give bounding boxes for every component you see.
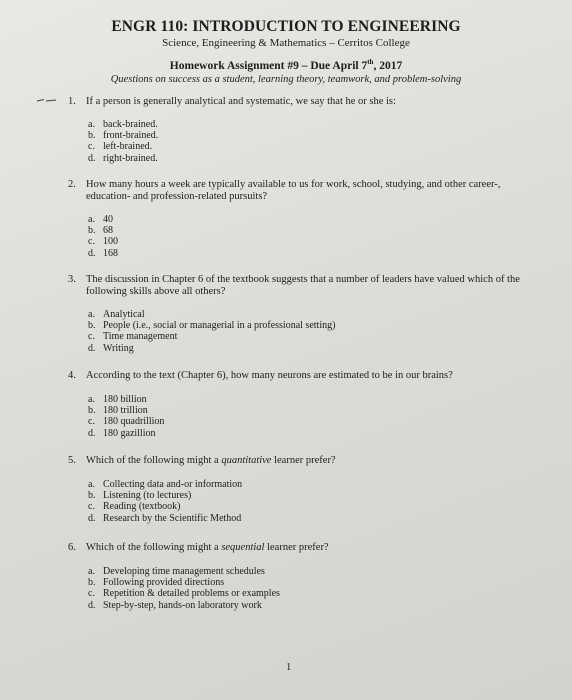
option-d	[88, 248, 118, 259]
question-5-options	[88, 479, 242, 524]
option-letter: a.	[88, 394, 95, 405]
option-b	[88, 225, 118, 236]
option-letter: b.	[88, 490, 96, 502]
question-number: 1.	[68, 96, 76, 107]
question-number: 2.	[68, 179, 76, 190]
option-letter: c.	[88, 141, 95, 153]
option-d	[88, 428, 164, 439]
question-text-end: learner prefer?	[264, 542, 329, 553]
question-text-end: learner prefer?	[271, 455, 336, 466]
option-c	[88, 141, 158, 152]
option-a	[88, 566, 280, 577]
option-letter: a.	[88, 479, 95, 490]
question-3	[68, 274, 538, 298]
option-letter: d.	[88, 152, 96, 164]
option-text: left-brained.	[103, 141, 153, 153]
question-number: 6.	[68, 542, 76, 553]
question-5	[68, 455, 538, 467]
option-letter: d.	[88, 247, 96, 259]
option-letter: a.	[88, 119, 95, 130]
assignment-topics: Questions on success as a student, learning theory, teamwork, and problem-solving	[110, 74, 462, 85]
question-text	[86, 455, 538, 467]
question-text-start: Which of the following might a	[86, 455, 222, 466]
option-text: front-brained.	[103, 130, 159, 142]
question-text-start: Which of the following might a	[86, 542, 222, 553]
question-2-options	[88, 214, 118, 259]
question-text-emphasis: sequential	[221, 542, 265, 553]
option-letter: a.	[88, 214, 95, 225]
option-a	[88, 309, 335, 320]
question-text	[86, 542, 538, 554]
option-letter: d.	[88, 512, 96, 524]
question-text: The discussion in Chapter 6 of the textbook suggests that a number of leaders have valued which of the following skills above all others?	[86, 274, 520, 297]
question-3-options	[88, 309, 335, 354]
option-letter: a.	[88, 566, 95, 577]
option-letter: c.	[88, 236, 95, 248]
option-letter: d.	[88, 342, 96, 354]
course-subtitle: Science, Engineering & Mathematics – Cerritos College	[162, 37, 410, 49]
question-number: 4.	[68, 370, 76, 381]
option-letter: c.	[88, 331, 95, 343]
option-c	[88, 236, 118, 247]
option-text: People (i.e., social or managerial in a professional setting)	[103, 320, 336, 332]
option-c	[88, 501, 242, 512]
homework-heading-sup: th	[367, 58, 374, 67]
option-d	[88, 153, 158, 164]
question-1	[68, 96, 538, 108]
option-text: 180 quadrillion	[103, 416, 165, 428]
option-letter: d.	[88, 427, 96, 439]
pen-mark-icon	[36, 97, 58, 103]
option-text: Analytical	[103, 309, 145, 320]
option-letter: c.	[88, 588, 95, 600]
option-b	[88, 320, 335, 331]
option-text: 180 gazillion	[103, 427, 156, 439]
option-letter: c.	[88, 416, 95, 428]
option-letter: d.	[88, 599, 96, 611]
option-text: back-brained.	[103, 119, 158, 130]
question-6	[68, 542, 538, 554]
option-b	[88, 130, 158, 141]
option-letter: b.	[88, 405, 96, 417]
option-d	[88, 513, 242, 524]
option-d	[88, 343, 335, 354]
question-4-options	[88, 394, 164, 439]
option-letter: c.	[88, 501, 95, 513]
question-number: 3.	[68, 274, 76, 285]
option-text: 168	[103, 247, 118, 259]
option-letter: a.	[88, 309, 95, 320]
option-b	[88, 405, 164, 416]
homework-heading-year: , 2017	[373, 60, 403, 72]
option-c	[88, 331, 335, 342]
homework-heading-text: Homework Assignment #9 – Due April 7	[169, 60, 368, 72]
option-text: Research by the Scientific Method	[103, 512, 242, 524]
question-text: If a person is generally analytical and systematic, we say that he or she is:	[86, 96, 396, 107]
homework-heading	[0, 60, 572, 72]
option-b	[88, 577, 280, 588]
option-d	[88, 600, 280, 611]
option-text: Listening (to lectures)	[103, 490, 192, 502]
option-c	[88, 416, 164, 427]
course-title: ENGR 110: INTRODUCTION TO ENGINEERING	[111, 18, 461, 35]
option-text: Developing time management schedules	[103, 566, 265, 577]
option-a	[88, 119, 158, 130]
option-text: 180 trillion	[103, 405, 148, 417]
question-text: According to the text (Chapter 6), how many neurons are estimated to be in our brains?	[86, 370, 453, 381]
option-text: 40	[103, 214, 113, 225]
question-2	[68, 179, 538, 203]
question-text: How many hours a week are typically available to us for work, school, studying, and other career-, education- and profession-related pursuits?	[86, 179, 501, 202]
option-c	[88, 588, 280, 599]
option-text: Time management	[103, 331, 178, 343]
option-text: 100	[103, 236, 118, 248]
option-text: Following provided directions	[103, 577, 225, 589]
option-a	[88, 394, 164, 405]
option-letter: b.	[88, 130, 96, 142]
option-text: Repetition & detailed problems or examples	[103, 588, 280, 600]
option-text: Collecting data and-or information	[103, 479, 243, 490]
question-4	[68, 370, 538, 382]
option-letter: b.	[88, 225, 96, 237]
option-letter: b.	[88, 577, 96, 589]
option-letter: b.	[88, 320, 96, 332]
question-1-options	[88, 119, 158, 164]
page-number: 1	[286, 662, 292, 673]
option-text: Step-by-step, hands-on laboratory work	[103, 599, 262, 611]
option-a	[88, 479, 242, 490]
option-a	[88, 214, 118, 225]
question-text-emphasis: quantitative	[221, 455, 272, 466]
option-text: 68	[103, 225, 113, 237]
option-text: Writing	[103, 342, 134, 354]
option-text: right-brained.	[103, 152, 158, 164]
option-text: 180 billion	[103, 394, 147, 405]
option-b	[88, 490, 242, 501]
option-text: Reading (textbook)	[103, 501, 181, 513]
question-number: 5.	[68, 455, 76, 466]
question-6-options	[88, 566, 280, 611]
